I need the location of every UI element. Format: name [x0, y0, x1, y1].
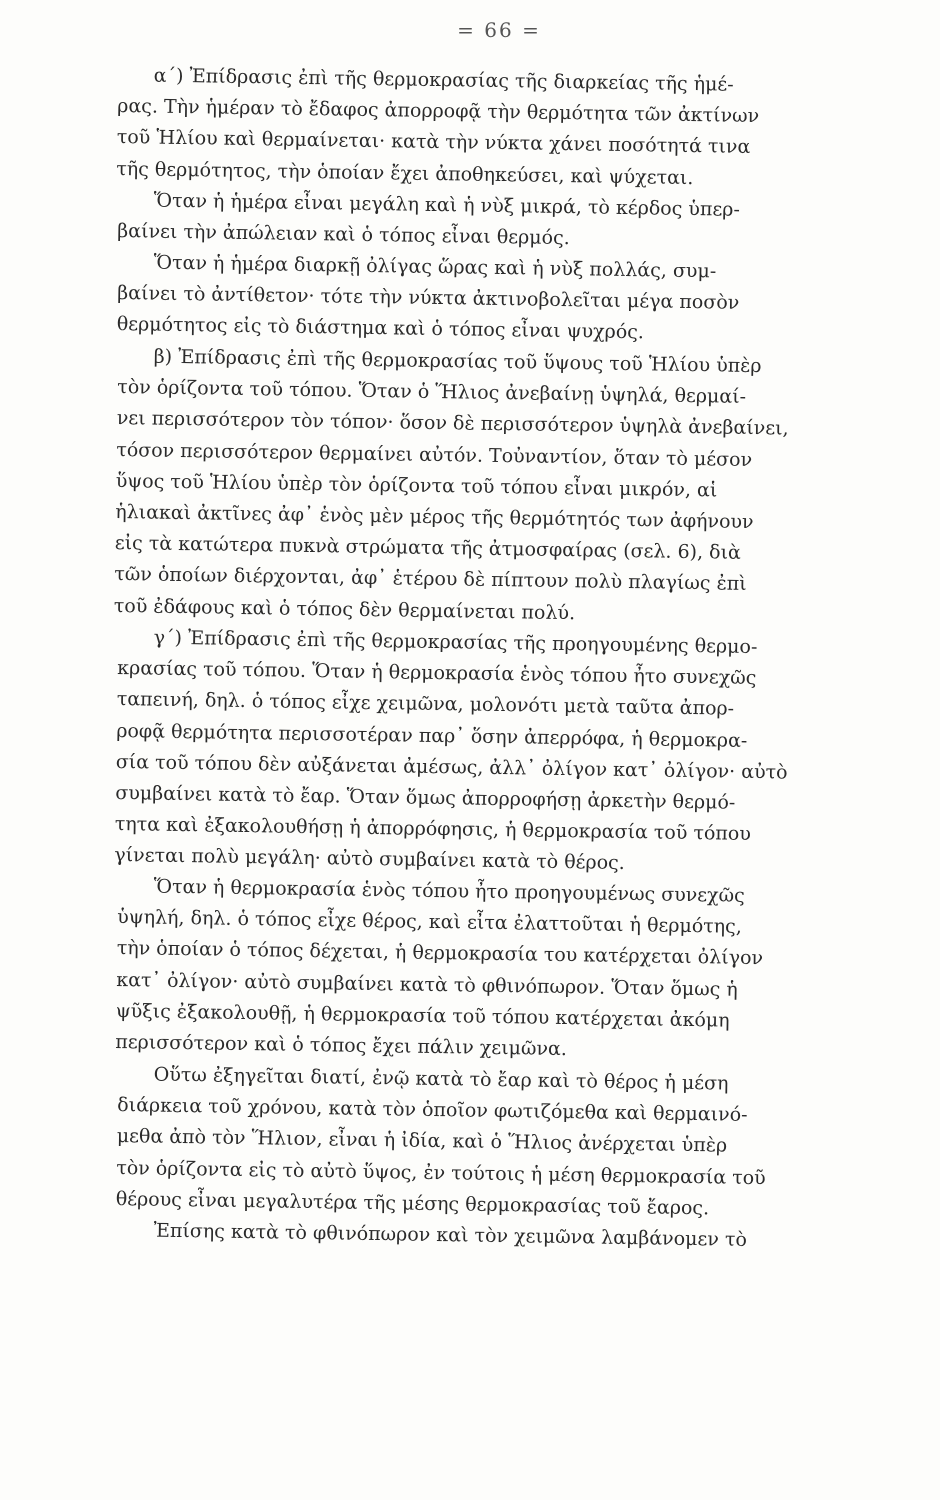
text-line: ροφᾷ θερμότητα περισσοτέραν παρ᾽ ὅσην ἀπερρόφα, ἡ θερμοκρα-: [116, 719, 748, 752]
text-line: τῶν ὁποίων διέρχονται, ἀφ᾽ ἑτέρου δὲ πίπτουν πολὺ πλαγίως ἐπὶ: [114, 563, 747, 596]
text-line: μεθα ἀπὸ τὸν Ἥλιον, εἶναι ἡ ἰδία, καὶ ὁ Ἥλιος ἀνέρχεται ὑπὲρ: [116, 1124, 728, 1157]
text-line: βαίνει τὸ ἀντίθετον· τότε τὴν νύκτα ἀκτινοβολεῖται μέγα ποσὸν: [117, 282, 740, 315]
text-line: τὸν ὁρίζοντα τοῦ τόπου. Ὅταν ὁ Ἥλιος ἀνεβαίνῃ ὑψηλά, θερμαί-: [117, 376, 747, 408]
text-line: νει περισσότερον τὸν τόπον· ὅσον δὲ περισσότερον ὑψηλὰ ἀνεβαίνει,: [116, 407, 789, 440]
text-line: περισσότερον καὶ ὁ τόπος ἔχει πάλιν χειμῶνα.: [115, 1031, 568, 1061]
text-line: εἰς τὰ κατώτερα πυκνὰ στρώματα τῆς ἀτμοσφαίρας (σελ. 6), διὰ: [114, 532, 742, 564]
text-line: διάρκεια τοῦ χρόνου, κατὰ τὸν ὁποῖον φωτιζόμεθα καὶ θερμαινό-: [117, 1093, 748, 1126]
text-line: τόσον περισσότερον θερμαίνει αὐτόν. Τοὐναντίον, ὅταν τὸ μέσον: [116, 438, 753, 471]
text-line: ὕψος τοῦ Ἡλίου ὑπὲρ τὸν ὁρίζοντα τοῦ τόπου εἶναι μικρόν, αἱ: [115, 469, 718, 502]
text-line: ρας. Τὴν ἡμέραν τὸ ἔδαφος ἀπορροφᾷ τὴν θερμότητα τῶν ἀκτίνων: [117, 95, 760, 128]
text-line: σία τοῦ τόπου δὲν αὐξάνεται ἀμέσως, ἀλλ᾽ ὀλίγον κατ᾽ ὀλίγον· αὐτὸ: [115, 750, 788, 784]
text-line: ψῦξις ἐξακολουθῇ, ἡ θερμοκρασία τοῦ τόπου κατέρχεται ἀκόμη: [115, 1000, 730, 1032]
text-line: ταπεινή, δηλ. ὁ τόπος εἶχε χειμῶνα, μολονότι μετὰ ταῦτα ἀπορ-: [116, 688, 735, 720]
text-line: γ΄) Ἐπίδρασις ἐπὶ τῆς θερμοκρασίας τῆς προηγουμένης θερμο-: [153, 626, 758, 658]
text-line: γίνεται πολὺ μεγάλη· αὐτὸ συμβαίνει κατὰ τὸ θέρος.: [114, 844, 625, 875]
paragraph: [115, 871, 880, 1070]
text-line: κρασίας τοῦ τόπου. Ὅταν ἡ θερμοκρασία ἑνὸς τόπου ἦτο συνεχῶς: [117, 656, 757, 689]
text-line: τὴν ὁποίαν ὁ τόπος δέχεται, ἡ θερμοκρασία του κατέρχεται ὀλίγον: [116, 937, 764, 970]
text-line: συμβαίνει κατὰ τὸ ἔαρ. Ὅταν ὅμως ἀπορροφήσῃ ἀρκετὴν θερμό-: [115, 781, 736, 814]
text-line: Ὅταν ἡ ἡμέρα διαρκῇ ὀλίγας ὥρας καὶ ἡ νὺξ πολλάς, συμ-: [153, 251, 717, 283]
text-line: β) Ἐπίδρασις ἐπὶ τῆς θερμοκρασίας τοῦ ὕψους τοῦ Ἡλίου ὑπὲρ: [153, 345, 762, 377]
paragraph: [116, 60, 880, 197]
text-line: τοῦ Ἡλίου καὶ θερμαίνεται· κατὰ τὴν νύκτα χάνει ποσότητά τινα: [116, 126, 751, 159]
text-line: βαίνει τὴν ἀπώλειαν καὶ ὁ τόπος εἶναι θερμός.: [117, 220, 570, 250]
text-line: ὑψηλή, δηλ. ὁ τόπος εἶχε θέρος, καὶ εἶτα ἐλαττοῦται ἡ θερμότης,: [117, 906, 743, 939]
text-line: τοῦ ἐδάφους καὶ ὁ τόπος δὲν θερμαίνεται πολύ.: [113, 594, 576, 624]
text-line: Ὅταν ἡ ἡμέρα εἶναι μεγάλη καὶ ἡ νὺξ μικρά, τὸ κέρδος ὑπερ-: [153, 189, 741, 221]
text-line: τητα καὶ ἐξακολουθήσῃ ἡ ἀπορρόφησις, ἡ θερμοκρασία τοῦ τόπου: [114, 812, 752, 845]
text-line: Ἐπίσης κατὰ τὸ φθινόπωρον καὶ τὸν χειμῶνα λαμβάνομεν τὸ: [153, 1219, 748, 1251]
text-line: θέρους εἶναι μεγαλυτέρα τῆς μέσης θερμοκρασίας τοῦ ἔαρος.: [115, 1187, 710, 1219]
page-number: = 66 =: [457, 18, 541, 42]
text-line: α΄) Ἐπίδρασις ἐπὶ τῆς θερμοκρασίας τῆς διαρκείας τῆς ἡμέ-: [153, 64, 734, 96]
paragraph: [114, 341, 880, 634]
text-line: κατ᾽ ὀλίγον· αὐτὸ συμβαίνει κατὰ τὸ φθινόπωρον. Ὅταν ὅμως ἡ: [116, 968, 738, 1001]
text-line: θερμότητος εἰς τὸ διάστημα καὶ ὁ τόπος εἶναι ψυχρός.: [116, 313, 645, 344]
text-line: Οὕτω ἐξηγεῖται διατί, ἐνῷ κατὰ τὸ ἔαρ καὶ τὸ θέρος ἡ μέση: [153, 1063, 729, 1095]
paragraph: [116, 1059, 880, 1227]
paragraph: [117, 247, 880, 353]
paragraph: [114, 622, 880, 884]
text-body: [113, 60, 880, 1251]
text-line: Ὅταν ἡ θερμοκρασία ἑνὸς τόπου ἦτο προηγουμένως συνεχῶς: [153, 875, 745, 908]
text-line: ἡλιακαὶ ἀκτῖνες ἀφ᾽ ἑνὸς μὲν μέρος τῆς θερμότητός των ἀφήνουν: [115, 500, 754, 533]
text-line: τῆς θερμότητος, τὴν ὁποίαν ἔχει ἀποθηκεύσει, καὶ ψύχεται.: [116, 157, 694, 189]
text-line: τὸν ὁρίζοντα εἰς τὸ αὐτὸ ὕψος, ἐν τούτοις ἡ μέση θερμοκρασία τοῦ: [116, 1156, 766, 1189]
